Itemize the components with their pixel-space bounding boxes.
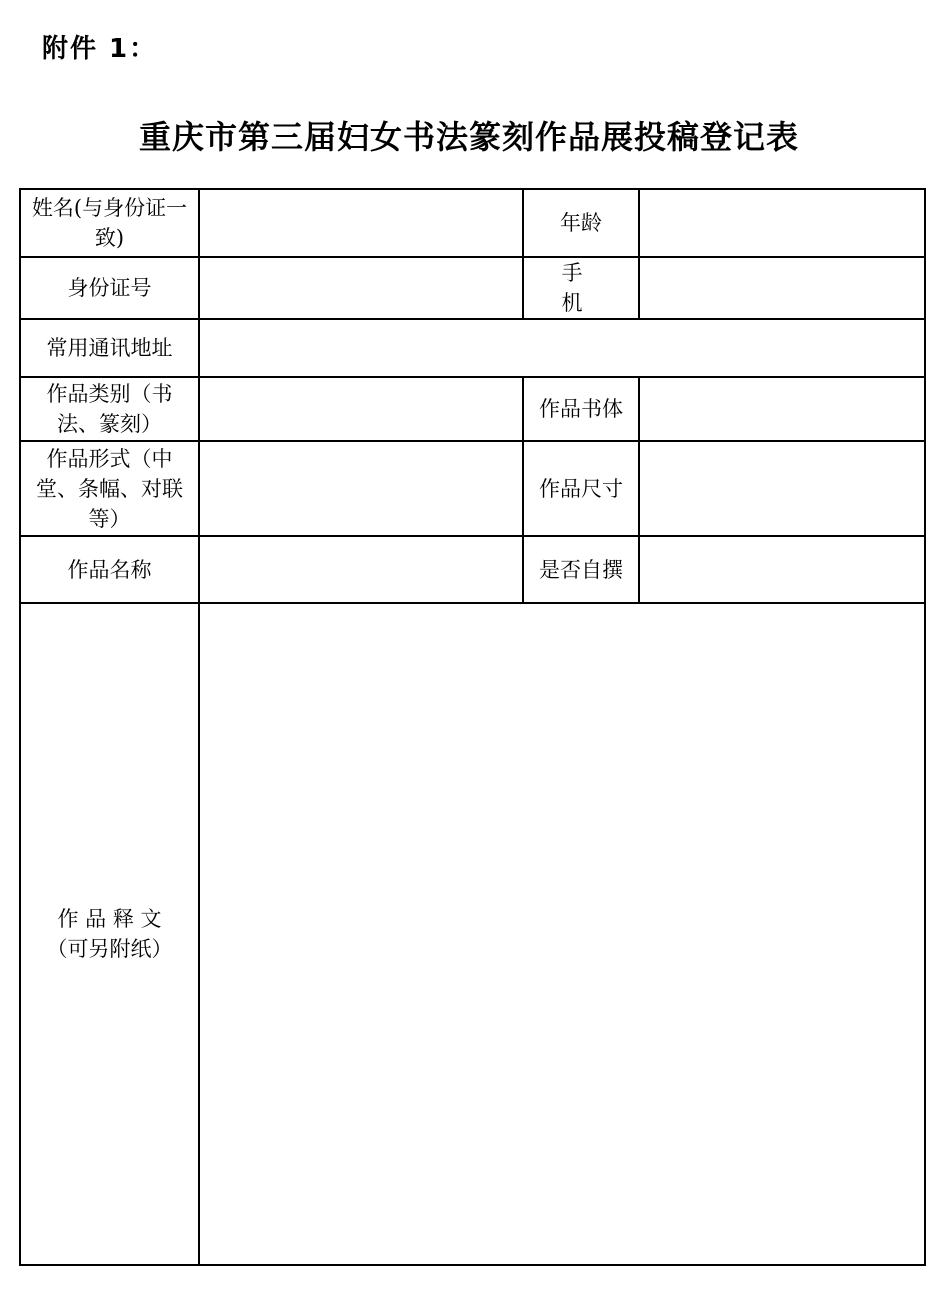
transcription-label-line2: （可另附纸）	[46, 937, 173, 961]
work-size-label: 作品尺寸	[523, 441, 639, 536]
name-field[interactable]	[199, 189, 523, 257]
transcription-label	[20, 603, 199, 1265]
work-title-field[interactable]	[199, 536, 523, 603]
address-field[interactable]	[199, 319, 925, 377]
page-title: 重庆市第三届妇女书法篆刻作品展投稿登记表	[138, 118, 799, 156]
form-row-address	[20, 319, 925, 377]
transcription-label-line1: 作 品 释 文	[57, 907, 162, 931]
self-composed-field[interactable]	[639, 536, 925, 603]
mobile-label-text: 手 机	[561, 261, 601, 315]
work-category-label: 作品类别（书法、篆刻）	[20, 377, 199, 441]
age-field[interactable]	[639, 189, 925, 257]
mobile-label	[523, 257, 639, 319]
work-category-field[interactable]	[199, 377, 523, 441]
script-style-label: 作品书体	[523, 377, 639, 441]
form-row-category-style	[20, 377, 925, 441]
transcription-field[interactable]	[199, 603, 925, 1265]
form-row-format-size	[20, 441, 925, 536]
id-number-field[interactable]	[199, 257, 523, 319]
form-row-id-mobile	[20, 257, 925, 319]
form-row-name-age	[20, 189, 925, 257]
registration-form-table	[19, 188, 926, 1266]
work-title-label: 作品名称	[20, 536, 199, 603]
age-label: 年龄	[523, 189, 639, 257]
address-label: 常用通讯地址	[20, 319, 199, 377]
mobile-field[interactable]	[639, 257, 925, 319]
form-row-title-composed	[20, 536, 925, 603]
form-row-transcription	[20, 603, 925, 1265]
id-number-label: 身份证号	[20, 257, 199, 319]
self-composed-label: 是否自撰	[523, 536, 639, 603]
work-format-label: 作品形式（中堂、条幅、对联等）	[20, 441, 199, 536]
name-label: 姓名(与身份证一致)	[20, 189, 199, 257]
script-style-field[interactable]	[639, 377, 925, 441]
work-format-field[interactable]	[199, 441, 523, 536]
work-size-field[interactable]	[639, 441, 925, 536]
attachment-label: 附件 1：	[42, 34, 158, 64]
